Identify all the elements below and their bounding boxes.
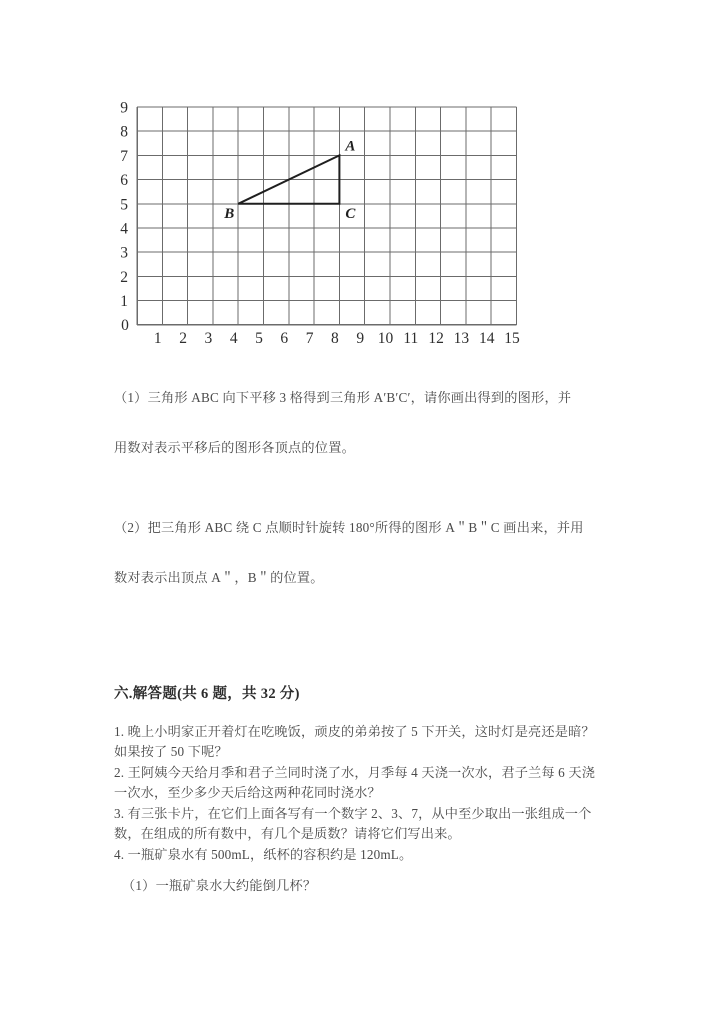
problem-item: 4. 一瓶矿泉水有 500mL，纸杯的容积约是 120mL。 bbox=[114, 847, 413, 863]
svg-text:10: 10 bbox=[377, 329, 394, 347]
svg-text:11: 11 bbox=[403, 329, 419, 347]
problem-list bbox=[114, 722, 606, 866]
svg-text:1: 1 bbox=[120, 293, 128, 311]
svg-text:8: 8 bbox=[120, 123, 128, 141]
svg-text:3: 3 bbox=[120, 244, 128, 262]
svg-text:0: 0 bbox=[121, 316, 129, 334]
question-2-line-1: （2）把三角形 ABC 绕 C 点顺时针旋转 180°所得的图形 A＂B＂C 画出来，并用 bbox=[114, 520, 584, 535]
problem-item: 2. 王阿姨今天给月季和君子兰同时浇了水，月季每 4 天浇一次水，君子兰每 6 天浇一次水，至少多少天后给这两种花同时浇水？ bbox=[114, 765, 596, 801]
svg-text:4: 4 bbox=[229, 329, 238, 347]
svg-text:4: 4 bbox=[120, 220, 128, 238]
y-axis-tick-labels bbox=[120, 100, 128, 311]
grid-lines bbox=[137, 107, 517, 325]
svg-text:6: 6 bbox=[280, 329, 289, 347]
svg-text:6: 6 bbox=[120, 172, 128, 190]
problem-4-sub-question-1: （1）一瓶矿泉水大约能倒几杯？ bbox=[122, 878, 317, 893]
svg-text:B: B bbox=[224, 205, 235, 222]
svg-text:14: 14 bbox=[478, 329, 495, 347]
question-1-line-1: （1）三角形 ABC 向下平移 3 格得到三角形 A′B′C′，请你画出得到的图形，并 bbox=[114, 390, 572, 405]
svg-text:15: 15 bbox=[504, 329, 520, 347]
svg-text:5: 5 bbox=[120, 196, 128, 214]
question-1-line-2: 用数对表示平移后的图形各顶点的位置。 bbox=[114, 440, 355, 455]
problem-item: 1. 晚上小明家正开着灯在吃晚饭，顽皮的弟弟按了 5 下开关，这时灯是亮还是暗？如果按了 50 下呢？ bbox=[114, 724, 595, 760]
svg-text:2: 2 bbox=[120, 268, 128, 286]
svg-text:C: C bbox=[345, 205, 356, 222]
svg-text:2: 2 bbox=[179, 329, 187, 347]
svg-text:A: A bbox=[345, 138, 356, 155]
svg-text:7: 7 bbox=[120, 147, 128, 165]
svg-text:12: 12 bbox=[428, 329, 444, 347]
svg-text:9: 9 bbox=[356, 329, 365, 347]
coordinate-grid-figure bbox=[110, 96, 540, 356]
svg-text:5: 5 bbox=[255, 329, 263, 347]
svg-text:7: 7 bbox=[305, 329, 314, 347]
svg-text:8: 8 bbox=[331, 329, 339, 347]
x-axis-tick-labels bbox=[121, 317, 520, 347]
svg-text:13: 13 bbox=[453, 329, 470, 347]
section-heading: 六.解答题(共 6 题，共 32 分) bbox=[114, 686, 300, 702]
question-2-line-2: 数对表示出顶点 A＂，B＂的位置。 bbox=[114, 570, 324, 585]
svg-text:3: 3 bbox=[204, 329, 213, 347]
problem-item: 3. 有三张卡片，在它们上面各写有一个数字 2、3、7，从中至少取出一张组成一个数，在组成的所有数中，有几个是质数？请将它们写出来。 bbox=[114, 806, 592, 842]
svg-text:9: 9 bbox=[120, 99, 128, 117]
svg-text:1: 1 bbox=[153, 329, 162, 347]
